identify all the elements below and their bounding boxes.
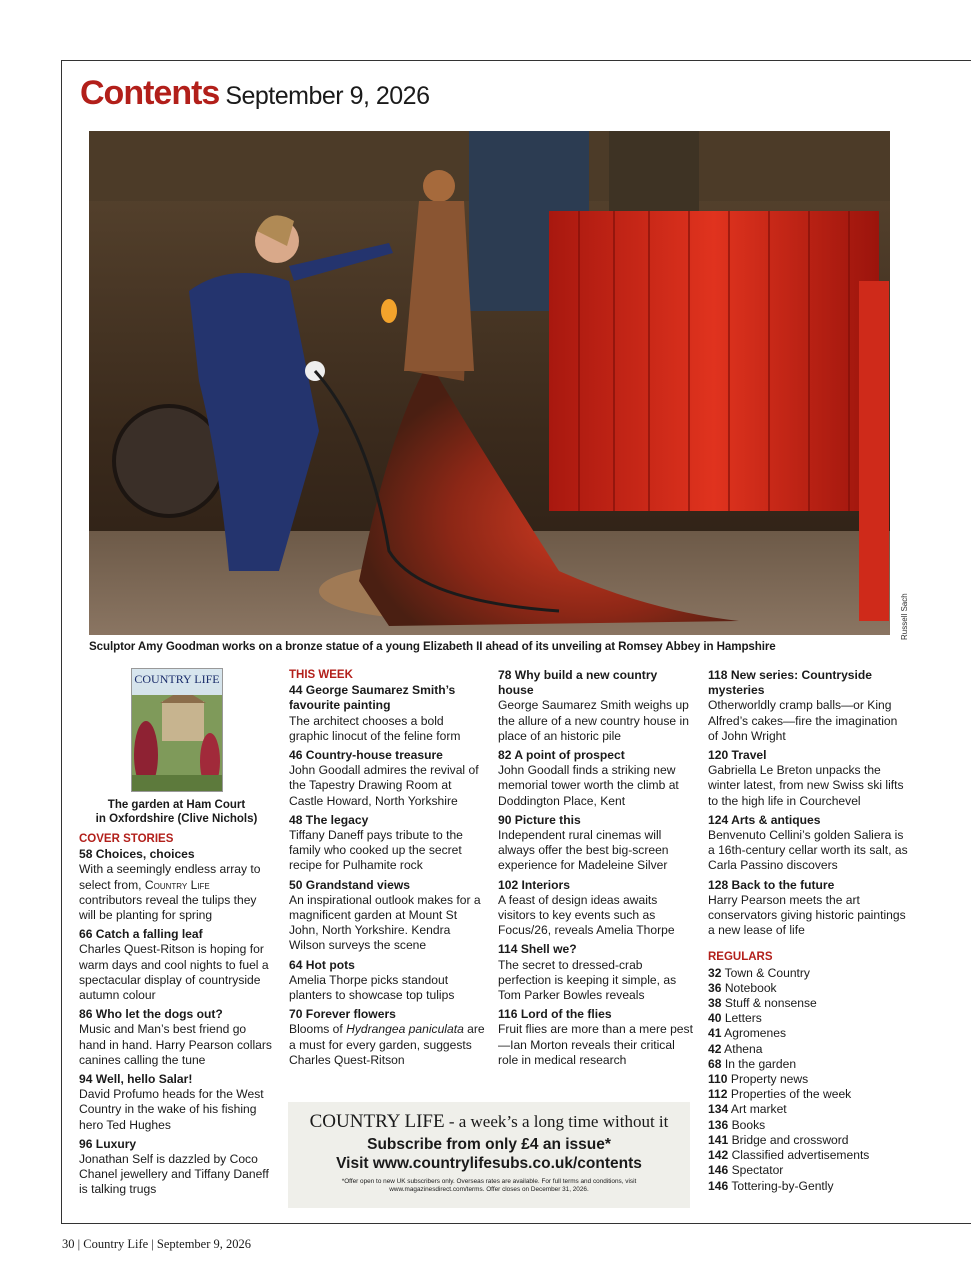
cover-garden-image bbox=[132, 695, 222, 791]
contents-item[interactable]: 78 Why build a new country house George Saumarez Smith weighs up the allure of a new country house in place of an historic pile bbox=[498, 668, 689, 743]
subscribe-terms: *Offer open to new UK subscribers only. Overseas rates are available. For full terms and conditions, visit www.magazinesdirect.com/terms. Offer closes on December 31, 2026. bbox=[341, 1178, 637, 1193]
contents-item[interactable]: 46 Country-house treasure John Goodall admires the revival of the Tapestry Drawing Room at Castle Howard, North Yorkshire bbox=[289, 748, 479, 808]
contents-item[interactable]: 44 George Saumarez Smith’s favourite painting The architect chooses a bold graphic linocut of the feline form bbox=[289, 683, 461, 743]
regular-item[interactable]: 136 Books bbox=[708, 1117, 766, 1132]
contents-header bbox=[80, 74, 429, 113]
regular-item[interactable]: 112 Properties of the week bbox=[708, 1087, 852, 1102]
photo-credit: Russell Sach bbox=[900, 593, 909, 640]
contents-item[interactable]: 50 Grandstand views An inspirational outlook makes for a magnificent garden at Mount St John, North Yorkshire. Kendra Wilson surveys the scene bbox=[289, 877, 481, 953]
regular-item[interactable]: 42 Athena bbox=[708, 1041, 763, 1056]
contents-item[interactable]: 120 Travel Gabriella Le Breton unpacks the winter latest, from new Swiss ski lifts to the high life in Courchevel bbox=[708, 748, 904, 808]
regular-item[interactable]: 68 In the garden bbox=[708, 1056, 797, 1071]
contents-item[interactable]: 66 Catch a falling leaf Charles Quest-Ritson is hoping for warm days and cool nights to fuel a spectacular display of countryside autumn colour bbox=[79, 927, 269, 1003]
subscribe-box[interactable] bbox=[288, 1102, 690, 1208]
regular-item[interactable]: 141 Bridge and crossword bbox=[708, 1132, 849, 1147]
contents-item[interactable]: 82 A point of prospect John Goodall finds a striking new memorial tower worth the climb at Doddington Place, Kent bbox=[498, 748, 679, 808]
contents-item[interactable]: 48 The legacy Tiffany Daneff pays tribute to the family who cooked up the secret recipe for Pulhamite rock bbox=[289, 812, 463, 873]
regular-item[interactable]: 40 Letters bbox=[708, 1011, 762, 1026]
regular-item[interactable]: 36 Notebook bbox=[708, 980, 777, 995]
photo-caption: Sculptor Amy Goodman works on a bronze statue of a young Elizabeth II ahead of its unveiling at Romsey Abbey in Hampshire bbox=[89, 640, 776, 653]
subscribe-url[interactable]: Visit www.countrylifesubs.co.uk/contents bbox=[336, 1155, 642, 1172]
contents-item[interactable]: 96 Luxury Jonathan Self is dazzled by Coco Chanel jewellery and Tiffany Daneff is talking trugs bbox=[79, 1136, 269, 1197]
contents-item[interactable]: 118 New series: Countryside mysteries Otherworldly cramp balls—or King Alfred’s cakes—fire the imagination of John Wright bbox=[708, 668, 898, 743]
feature-photo bbox=[89, 131, 890, 635]
cover-stories-label: COVER STORIES bbox=[79, 833, 174, 845]
page-folio: 30 | Country Life | September 9, 2026 bbox=[62, 1237, 252, 1251]
regulars-label: REGULARS bbox=[708, 951, 773, 964]
contents-item[interactable]: 102 Interiors A feast of design ideas awaits visitors to key events such as Focus/26, reveals Amelia Thorpe bbox=[498, 877, 675, 938]
cover-caption: The garden at Ham Court in Oxfordshire (Clive Nichols) bbox=[95, 799, 258, 825]
contents-item[interactable]: 64 Hot pots Amelia Thorpe picks standout planters to showcase top tulips bbox=[289, 957, 455, 1003]
regular-item[interactable]: 41 Agromenes bbox=[708, 1026, 787, 1041]
contents-item[interactable]: 70 Forever flowers Blooms of Hydrangea paniculata are a must for every garden, suggests Charles Quest-Ritson bbox=[289, 1007, 485, 1067]
cover-logo: COUNTRY LIFE bbox=[134, 672, 220, 686]
regulars-list bbox=[708, 966, 908, 1194]
contents-item[interactable]: 124 Arts & antiques Benvenuto Cellini’s golden Saliera is a 16th-century cellar worth its salt, as Carla Passino discovers bbox=[708, 812, 908, 873]
regular-item[interactable]: 32 Town & Country bbox=[708, 965, 810, 980]
regular-item[interactable]: 134 Art market bbox=[708, 1102, 787, 1117]
contents-item[interactable]: 128 Back to the future Harry Pearson meets the art conservators giving historic paintings a new lease of life bbox=[708, 877, 906, 938]
brand-name: Country Life bbox=[144, 877, 210, 892]
contents-item[interactable]: 90 Picture this Independent rural cinemas will always offer the best big-screen experience for Madeleine Silver bbox=[498, 812, 669, 873]
contents-item[interactable]: 114 Shell we? The secret to dressed-crab perfection is keeping it simple, as Tom Parker Bowles reveals bbox=[498, 942, 677, 1003]
this-week-label: THIS WEEK bbox=[289, 669, 353, 681]
regular-item[interactable]: 142 Classified advertisements bbox=[708, 1148, 870, 1163]
issue-date: September 9, 2026 bbox=[225, 82, 430, 110]
contents-item[interactable]: 86 Who let the dogs out? Music and Man’s best friend go hand in hand. Harry Pearson collars canines calling the tune bbox=[79, 1007, 272, 1067]
contents-item[interactable]: 116 Lord of the flies Fruit flies are more than a mere pest—Ian Morton reveals their critical role in medical research bbox=[498, 1007, 693, 1067]
regular-item[interactable]: 146 Spectator bbox=[708, 1163, 784, 1178]
contents-item[interactable]: 58 Choices, choices With a seemingly endless array to select from, Country Life contributors reveal the tulips they will be planting for spring bbox=[79, 847, 261, 923]
regular-item[interactable]: 110 Property news bbox=[708, 1072, 809, 1087]
subscribe-offer: Subscribe from only £4 an issue* bbox=[367, 1136, 611, 1153]
page-title: Contents bbox=[80, 74, 220, 112]
regular-item[interactable]: 146 Tottering-by-Gently bbox=[708, 1178, 834, 1193]
cover-thumbnail[interactable] bbox=[131, 668, 223, 792]
subscribe-tagline: COUNTRY LIFE - a week’s a long time without it bbox=[309, 1111, 669, 1132]
column-this-week bbox=[289, 668, 486, 1072]
column-regulars bbox=[708, 668, 908, 1194]
column-cover-stories bbox=[79, 668, 274, 1202]
regular-item[interactable]: 38 Stuff & nonsense bbox=[708, 996, 817, 1011]
sculptor-statue-image bbox=[89, 131, 890, 635]
contents-item[interactable]: 94 Well, hello Salar! David Profumo heads for the West Country in the wake of his fishing hero Ted Hughes bbox=[79, 1072, 264, 1132]
column-features bbox=[498, 668, 694, 1072]
